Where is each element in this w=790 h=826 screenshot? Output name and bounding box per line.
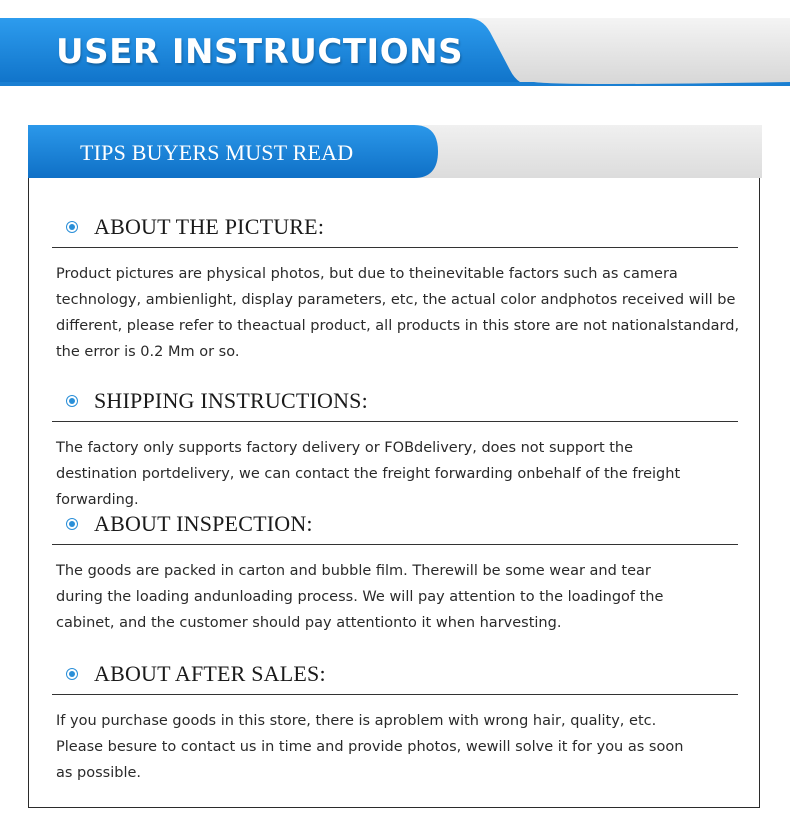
- section-divider: [52, 694, 738, 695]
- section-divider: [52, 247, 738, 248]
- section-divider: [52, 544, 738, 545]
- radio-bullet-icon: [66, 668, 78, 680]
- section-body-after-sales: If you purchase goods in this store, there is aproblem with wrong hair, quality, etc. Please besure to contact us in time and provide photos, wewill solve it for you as soon as possible.: [56, 713, 684, 781]
- section-heading-text: ABOUT INSPECTION:: [94, 511, 313, 536]
- section-body-shipping: The factory only supports factory delivery or FOBdelivery, does not support the destination portdelivery, we can contact the freight forwarding onbehalf of the freight forwarding.: [56, 440, 681, 508]
- section-body-picture: Product pictures are physical photos, but due to theinevitable factors such as camera technology, ambienlight, display parameters, etc, the actual color andphotos received will be different, please refer to theactual product, all products in this store are not nationalstandard, the error is 0.2 Mm or so.: [56, 266, 740, 360]
- radio-bullet-icon: [66, 518, 78, 530]
- section-heading-inspection: [66, 504, 313, 544]
- section-heading-text: ABOUT AFTER SALES:: [94, 661, 326, 686]
- section-heading-shipping: [66, 381, 368, 421]
- radio-bullet-icon: [66, 395, 78, 407]
- section-heading-after-sales: [66, 654, 326, 694]
- section-heading-text: SHIPPING INSTRUCTIONS:: [94, 388, 368, 413]
- section-divider: [52, 421, 738, 422]
- page-title: USER INSTRUCTIONS: [56, 32, 464, 72]
- tips-label: TIPS BUYERS MUST READ: [80, 140, 354, 165]
- section-heading-text: ABOUT THE PICTURE:: [94, 214, 325, 239]
- section-heading-picture: [66, 207, 324, 247]
- section-body-inspection: The goods are packed in carton and bubble film. Therewill be some wear and tear during the loading andunloading process. We will pay attention to the loadingof the cabinet, and the customer should pay attentionto it when harvesting.: [56, 563, 664, 631]
- radio-bullet-icon: [66, 221, 78, 233]
